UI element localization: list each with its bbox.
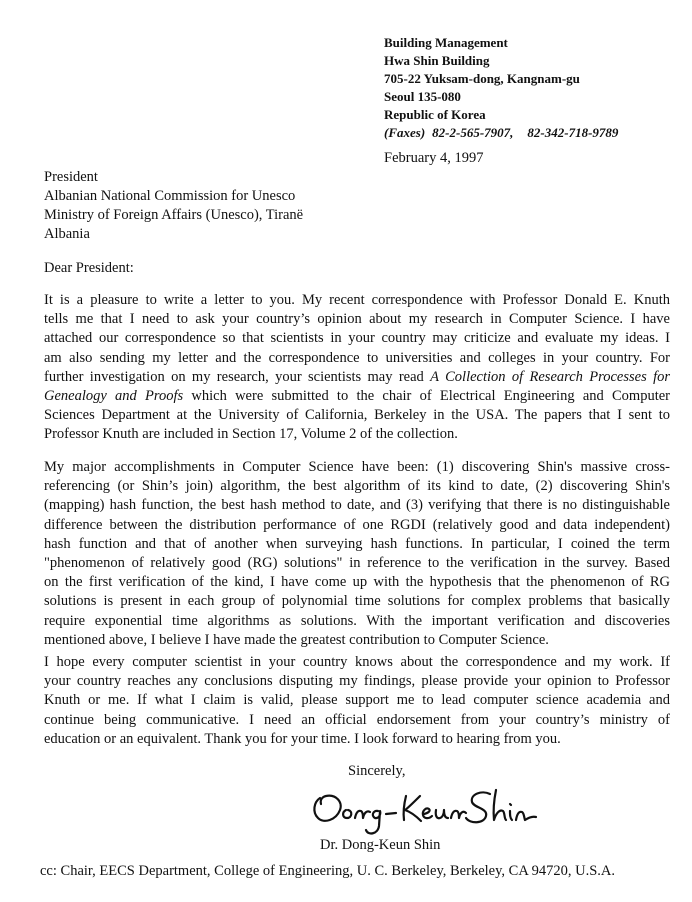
- signer-name: Dr. Dong-Keun Shin: [320, 837, 441, 853]
- recipient-line: Ministry of Foreign Affairs (Unesco), Tiranë: [44, 207, 304, 223]
- paragraph-line: Knuth or me. If what I claim is valid, please support me to lead computer science academia and: [44, 692, 670, 709]
- paragraph-line: on the first verification of the kind, I have come up with the hypothesis that the phenomenon of RG: [44, 574, 670, 591]
- sender-fax-line: [384, 124, 618, 142]
- sender-address-block: [384, 34, 618, 142]
- paragraph-accomplishments: [44, 458, 670, 650]
- paragraph-line: education or an equivalent. Thank you for your time. I look forward to hearing from you.: [44, 730, 561, 747]
- recipient-line: Albania: [44, 226, 90, 242]
- paragraph-line: I hope every computer scientist in your country knows about the correspondence and my work. If: [44, 654, 670, 670]
- paragraph-line-text: which were submitted to the chair of Electrical Engineering and Computer: [183, 388, 670, 405]
- paragraph-line: your country reaches any conclusions disputing my findings, please provide your opinion to Professor: [44, 673, 670, 690]
- sender-line: Hwa Shin Building: [384, 53, 490, 68]
- paragraph-line: Sciences Department at the University of California, Berkeley in the USA. The papers that I sent to: [44, 407, 670, 424]
- paragraph-line: referencing (or Shin’s join) algorithm, the best algorithm of its kind to date, (2) discovering Shin's: [44, 478, 670, 495]
- paragraph-line: It is a pleasure to write a letter to you. My recent correspondence with Professor Donald E. Knuth: [44, 292, 670, 308]
- fax-number: 82-342-718-9789: [527, 125, 619, 140]
- paragraph-line: [44, 368, 670, 387]
- paragraph-line: "phenomenon of relatively good (RG) solutions" in reference to the verification in the survey. Based: [44, 555, 670, 572]
- salutation: Dear President:: [44, 260, 134, 276]
- paragraph-line: mentioned above, I believe I have made the greatest contribution to Computer Science.: [44, 631, 549, 648]
- paragraph-introduction: [44, 291, 670, 445]
- paragraph-line: Professor Knuth are included in Section 17, Volume 2 of the collection.: [44, 426, 458, 443]
- sender-line: Republic of Korea: [384, 107, 486, 122]
- paragraph-line: solutions is present in each group of polynomial time solutions for complex problems that basically: [44, 593, 670, 610]
- paragraph-request: [44, 653, 670, 749]
- paragraph-line: (mapping) hash function, the best hash method to date, and (3) verifying that there is no distinguishable: [44, 497, 670, 514]
- paragraph-line: am also sending my letter and the correspondence to universities and colleges in your country. For: [44, 349, 670, 366]
- sender-line: 705-22 Yuksam-dong, Kangnam-gu: [384, 71, 580, 86]
- paragraph-line-text: further investigation on my research, your scientists may read: [44, 368, 424, 385]
- recipient-address-block: [44, 168, 303, 244]
- recipient-line: President: [44, 169, 98, 185]
- carbon-copy-line: cc: Chair, EECS Department, College of Engineering, U. C. Berkeley, Berkeley, CA 94720, U.S.A.: [40, 863, 616, 879]
- paragraph-line: attached our correspondence so that scientists in your country may criticize and evaluate my ideas. I: [44, 330, 670, 347]
- paragraph-line: tells me that I need to ask your country’s opinion about my research in Computer Science. I have: [44, 311, 670, 328]
- handwritten-signature: [310, 780, 550, 838]
- sender-line: Building Management: [384, 35, 508, 50]
- paragraph-line: hash function and that of another when surveying hash functions. In particular, I coined the term: [44, 535, 670, 552]
- paragraph-line: [44, 387, 670, 406]
- paragraph-line: My major accomplishments in Computer Science have been: (1) discovering Shin's massive cross-: [44, 459, 670, 475]
- paragraph-line: difference between the distribution performance of one RGDI (relatively good and data independent): [44, 516, 670, 533]
- letter-date: February 4, 1997: [384, 150, 484, 166]
- paragraph-line: require exponential time algorithms as solutions. With the important verification and discoveries: [44, 612, 670, 629]
- fax-number: 82-2-565-7907,: [432, 125, 514, 140]
- closing: Sincerely,: [348, 763, 406, 779]
- book-title-italic: A Collection of Research Processes for: [430, 368, 671, 385]
- fax-label: (Faxes): [384, 125, 426, 140]
- paragraph-line: continue being communicative. I need an official endorsement from your country’s ministry of: [44, 711, 670, 728]
- sender-line: Seoul 135-080: [384, 89, 461, 104]
- recipient-line: Albanian National Commission for Unesco: [44, 188, 296, 204]
- book-title-italic: Genealogy and Proofs: [44, 388, 184, 405]
